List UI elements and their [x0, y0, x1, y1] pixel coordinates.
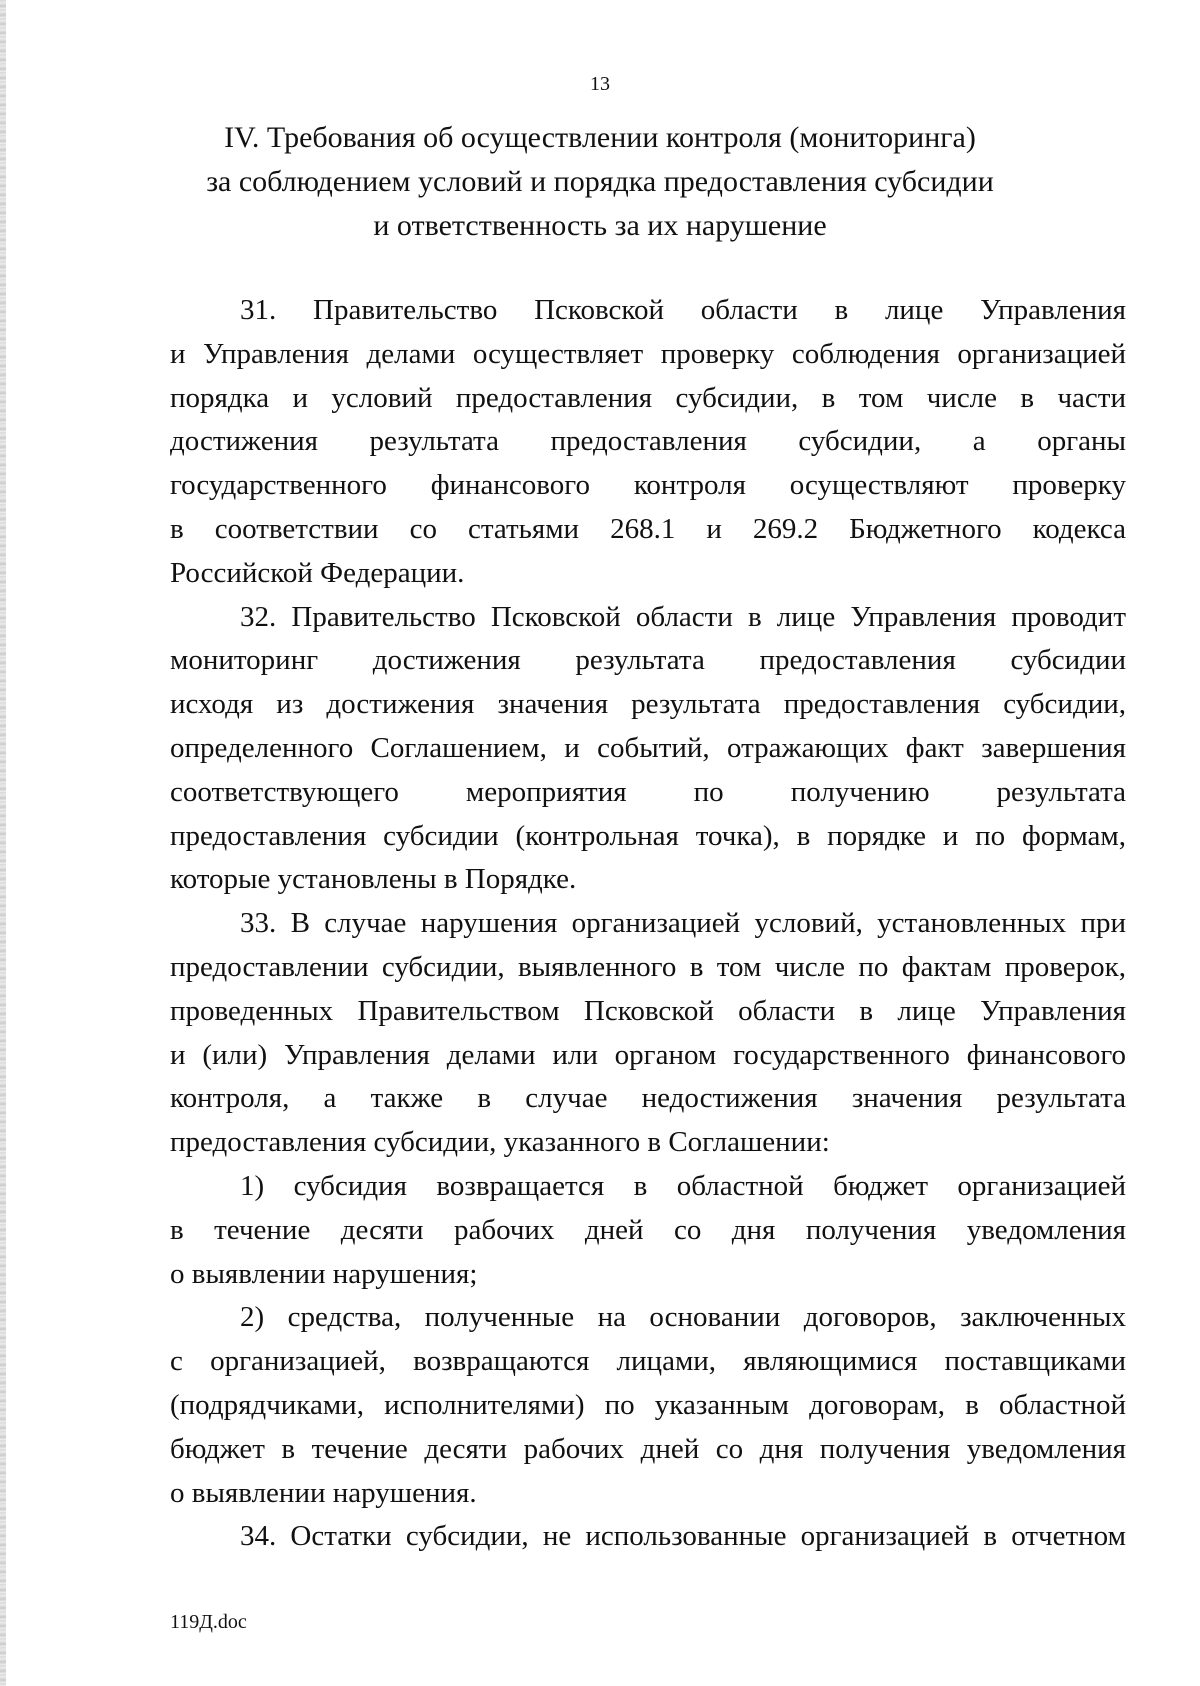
text-line: бюджет в течение десяти рабочих дней со дня получения уведомления — [170, 1432, 1126, 1465]
text-line: определенного Соглашением, и событий, отражающих факт завершения — [170, 731, 1126, 764]
text-line: Российской Федерации. — [170, 556, 465, 589]
text-line: и (или) Управления делами или органом государственного финансового — [170, 1038, 1126, 1071]
text-line: которые установлены в Порядке. — [170, 863, 577, 896]
paragraph-34 — [170, 1515, 1126, 1559]
paragraph-33 — [170, 902, 1126, 1165]
text-line: предоставления субсидии, указанного в Соглашении: — [170, 1126, 830, 1159]
text-line: контроля, а также в случае недостижения значения результата — [170, 1082, 1126, 1115]
text-line: исходя из достижения значения результата предоставления субсидии, — [170, 688, 1126, 721]
text-line: 32. Правительство Псковской области в лице Управления проводит — [240, 600, 1126, 633]
section-heading — [0, 116, 1200, 248]
paragraph-31 — [170, 289, 1126, 596]
text-line: предоставления субсидии (контрольная точка), в порядке и по формам, — [170, 819, 1126, 852]
text-line: о выявлении нарушения. — [170, 1476, 477, 1509]
text-line: в соответствии со статьями 268.1 и 269.2 Бюджетного кодекса — [170, 512, 1126, 545]
heading-line: IV. Требования об осуществлении контроля (мониторинга) — [224, 121, 976, 154]
text-line: 33. В случае нарушения организацией условий, установленных при — [240, 907, 1126, 940]
heading-line: за соблюдением условий и порядка предоставления субсидии — [206, 165, 994, 198]
text-line: 34. Остатки субсидии, не использованные организацией в отчетном — [240, 1520, 1126, 1553]
document-body — [170, 289, 1126, 1559]
paragraph-32 — [170, 596, 1126, 903]
text-line: достижения результата предоставления субсидии, а органы — [170, 425, 1126, 458]
page-number: 13 — [590, 73, 610, 95]
text-line: 1) субсидия возвращается в областной бюджет организацией — [240, 1169, 1126, 1202]
text-line: проведенных Правительством Псковской области в лице Управления — [170, 994, 1126, 1027]
text-line: соответствующего мероприятия по получению результата — [170, 775, 1126, 808]
text-line: и Управления делами осуществляет проверку соблюдения организацией — [170, 337, 1126, 370]
heading-line: и ответственность за их нарушение — [373, 209, 827, 242]
text-line: 2) средства, полученные на основании договоров, заключенных — [240, 1301, 1126, 1334]
text-line: предоставлении субсидии, выявленного в том числе по фактам проверок, — [170, 950, 1126, 983]
text-line: порядка и условий предоставления субсидии, в том числе в части — [170, 381, 1126, 414]
text-line: государственного финансового контроля осуществляют проверку — [170, 469, 1126, 502]
scan-edge — [0, 0, 6, 1686]
text-line: в течение десяти рабочих дней со дня получения уведомления — [170, 1213, 1126, 1246]
text-line: (подрядчиками, исполнителями) по указанным договорам, в областной — [170, 1388, 1126, 1421]
text-line: мониторинг достижения результата предоставления субсидии — [170, 644, 1126, 677]
list-item-1 — [170, 1165, 1126, 1296]
text-line: о выявлении нарушения; — [170, 1257, 478, 1290]
text-line: с организацией, возвращаются лицами, являющимися поставщиками — [170, 1345, 1126, 1378]
document-filename: 119Д.doc — [170, 1611, 247, 1633]
list-item-2 — [170, 1296, 1126, 1515]
text-line: 31. Правительство Псковской области в лице Управления — [240, 294, 1126, 326]
